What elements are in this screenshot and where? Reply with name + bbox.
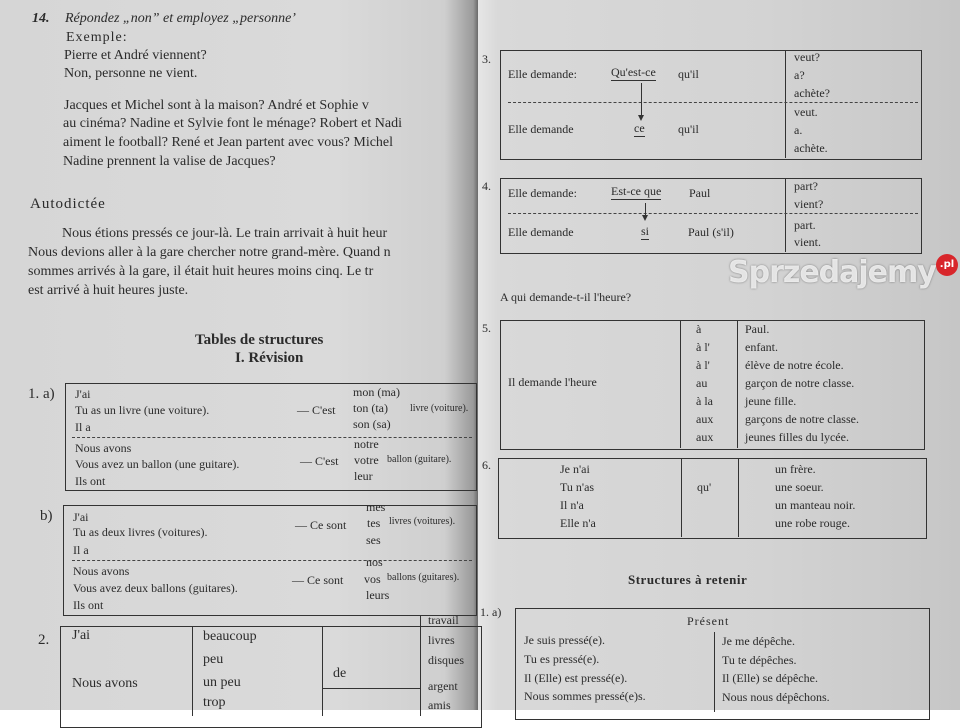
verb: vient. [794, 235, 821, 249]
table-divider [72, 560, 472, 561]
column-divider [714, 632, 715, 712]
conjugation: Tu te dépêches. [722, 653, 797, 667]
autodictee-line: est arrivé à huit heures juste. [28, 283, 189, 298]
conjugation: Je me dépêche. [722, 634, 795, 648]
ce-sont: — Ce sont [295, 518, 347, 532]
quantity: peu [203, 652, 224, 667]
possessive: votre [354, 453, 379, 467]
preposition: aux [696, 412, 714, 426]
column-divider [680, 320, 681, 448]
object: une soeur. [775, 480, 824, 494]
subject: J'ai [75, 387, 91, 401]
answer-prefix: Elle demande [508, 122, 574, 136]
question-suffix: Paul [689, 186, 711, 200]
example-answer: Non, personne ne vient. [64, 66, 198, 81]
exercise-line: Nadine prennent la valise de Jacques? [63, 154, 276, 169]
subject: J'ai [73, 510, 89, 524]
possessive: notre [354, 437, 379, 451]
possessive: mes [366, 500, 386, 514]
arrow-down-icon [641, 83, 642, 119]
exercise-line: aiment le football? René et Jean partent avec vous? Michel [63, 135, 394, 150]
subject: Vous avez deux ballons (guitares). [73, 581, 238, 595]
subject: Ils ont [73, 598, 104, 612]
que: qu' [697, 480, 712, 494]
conjugation: Tu es pressé(e). [524, 652, 600, 666]
object: livre (voiture). [410, 403, 469, 414]
subject: Je n'ai [560, 462, 590, 476]
preposition: au [696, 376, 708, 390]
example-question: Pierre et André viennent? [64, 48, 207, 63]
possessive: ton (ta) [353, 401, 388, 415]
arrow-down-icon [645, 203, 646, 219]
possessive: mon (ma) [353, 385, 400, 399]
object: ballons (guitares). [387, 572, 460, 583]
subject: Nous avons [72, 676, 138, 691]
subject: Tu n'as [560, 480, 595, 494]
cest: — C'est [300, 454, 339, 468]
noun: argent [428, 679, 458, 693]
column-divider [785, 50, 786, 158]
subject: Il a [75, 420, 91, 434]
watermark-badge: .pl [936, 254, 958, 276]
table-label: 5. [482, 321, 491, 335]
column-divider [737, 320, 738, 448]
table-divider [508, 102, 918, 103]
quantity: trop [203, 695, 226, 710]
subject: J'ai [72, 628, 91, 643]
conjugation: Il (Elle) se dépêche. [722, 671, 818, 685]
noun: amis [428, 698, 451, 712]
question-word: Qu'est-ce [611, 65, 656, 79]
noun: travail [428, 613, 459, 627]
object: enfant. [745, 340, 778, 354]
column-divider [785, 178, 786, 252]
autodictee-title: Autodictée [30, 196, 106, 212]
possessive: ses [366, 533, 381, 547]
autodictee-line: Nous devions aller à la gare chercher notre grand-mère. Quand n [28, 245, 391, 260]
conjugation: Je suis pressé(e). [524, 633, 605, 647]
verb: achète. [794, 141, 828, 155]
table-label: 1. a) [28, 386, 55, 402]
subject: Ils ont [75, 474, 106, 488]
verb: part. [794, 218, 816, 232]
answer-prefix: Elle demande [508, 225, 574, 239]
possessive: vos [364, 572, 381, 586]
column-divider [738, 458, 739, 537]
exercise-line: au cinéma? Nadine et Sylvie font le ménage? Robert et Nadi [63, 116, 402, 131]
object: une robe rouge. [775, 516, 850, 530]
autodictee-line: sommes arrivés à la gare, il était huit heures moins cinq. Le tr [28, 264, 374, 279]
subject: Tu as deux livres (voitures). [73, 525, 208, 539]
object: un manteau noir. [775, 498, 856, 512]
question-text: A qui demande-t-il l'heure? [500, 290, 632, 304]
object: garçon de notre classe. [745, 376, 855, 390]
ce-sont: — Ce sont [292, 573, 344, 587]
subject: Il n'a [560, 498, 584, 512]
table-divider [72, 437, 472, 438]
preposition: aux [696, 430, 714, 444]
preposition: à [696, 322, 702, 336]
example-label: Exemple: [66, 30, 128, 45]
noun: disques [428, 653, 464, 667]
tense-header: Présent [687, 614, 730, 628]
table-label: 4. [482, 179, 491, 193]
possessive: son (sa) [353, 417, 391, 431]
exercise-number: 14. [32, 11, 50, 26]
preposition: à la [696, 394, 713, 408]
subject: Nous avons [75, 441, 132, 455]
answer-word: ce [634, 121, 645, 135]
table-label: b) [40, 508, 53, 524]
answer-suffix: Paul (s'il) [688, 225, 734, 239]
verb: part? [794, 179, 818, 193]
tables-title: Tables de structures [195, 332, 324, 348]
verb: achète? [794, 86, 830, 100]
subject: Vous avez un ballon (une guitare). [75, 457, 240, 471]
object: garçons de notre classe. [745, 412, 859, 426]
subject: Nous avons [73, 564, 130, 578]
column-divider [420, 616, 421, 716]
exercise-line: Jacques et Michel sont à la maison? André et Sophie v [64, 98, 369, 113]
quantity: un peu [203, 675, 241, 690]
cest: — C'est [297, 403, 336, 417]
object: jeunes filles du lycée. [745, 430, 849, 444]
subject: Elle n'a [560, 516, 596, 530]
possessive: nos [366, 555, 383, 569]
question-word: Est-ce que [611, 184, 662, 198]
row-divider [322, 688, 420, 689]
conjugation: Il (Elle) est pressé(e). [524, 671, 628, 685]
subject: Tu as un livre (une voiture). [75, 403, 210, 417]
exercise-instruction: Répondez „non” et employez „personne’ [65, 11, 296, 26]
object: ballon (guitare). [387, 454, 452, 465]
conjugation: Nous sommes pressé(e)s. [524, 689, 646, 703]
answer-suffix: qu'il [678, 122, 699, 136]
object: livres (voitures). [389, 516, 456, 527]
answer-word: si [641, 224, 650, 238]
verb: veut? [794, 50, 820, 64]
column-divider [681, 458, 682, 537]
column-divider [322, 626, 323, 716]
tables-subtitle: I. Révision [235, 350, 304, 366]
table-label: 1. a) [480, 605, 502, 619]
possessive: leur [354, 469, 373, 483]
object: jeune fille. [745, 394, 797, 408]
structures-title: Structures à retenir [628, 572, 748, 587]
quantity: beaucoup [203, 629, 257, 644]
question-prefix: Elle demande: [508, 186, 577, 200]
preposition: à l' [696, 340, 710, 354]
autodictee-line: Nous étions pressés ce jour-là. Le train arrivait à huit heur [62, 226, 388, 241]
object: élève de notre école. [745, 358, 844, 372]
phrase: Il demande l'heure [508, 375, 597, 389]
noun: livres [428, 633, 455, 647]
verb: a? [794, 68, 805, 82]
table-divider [508, 213, 918, 214]
column-divider [192, 626, 193, 716]
question-prefix: Elle demande: [508, 67, 577, 81]
conjugation: Nous nous dépêchons. [722, 690, 830, 704]
subject: Il a [73, 543, 89, 557]
verb: a. [794, 123, 803, 137]
possessive: leurs [366, 588, 390, 602]
verb: veut. [794, 105, 818, 119]
table-label: 6. [482, 458, 491, 472]
table-label: 2. [38, 632, 50, 648]
possessive: tes [367, 516, 381, 530]
object: Paul. [745, 322, 770, 336]
question-suffix: qu'il [678, 67, 699, 81]
table-label: 3. [482, 52, 491, 66]
verb: vient? [794, 197, 824, 211]
watermark-logo: Sprzedajemy [728, 255, 936, 290]
de: de [333, 666, 347, 681]
preposition: à l' [696, 358, 710, 372]
object: un frère. [775, 462, 816, 476]
